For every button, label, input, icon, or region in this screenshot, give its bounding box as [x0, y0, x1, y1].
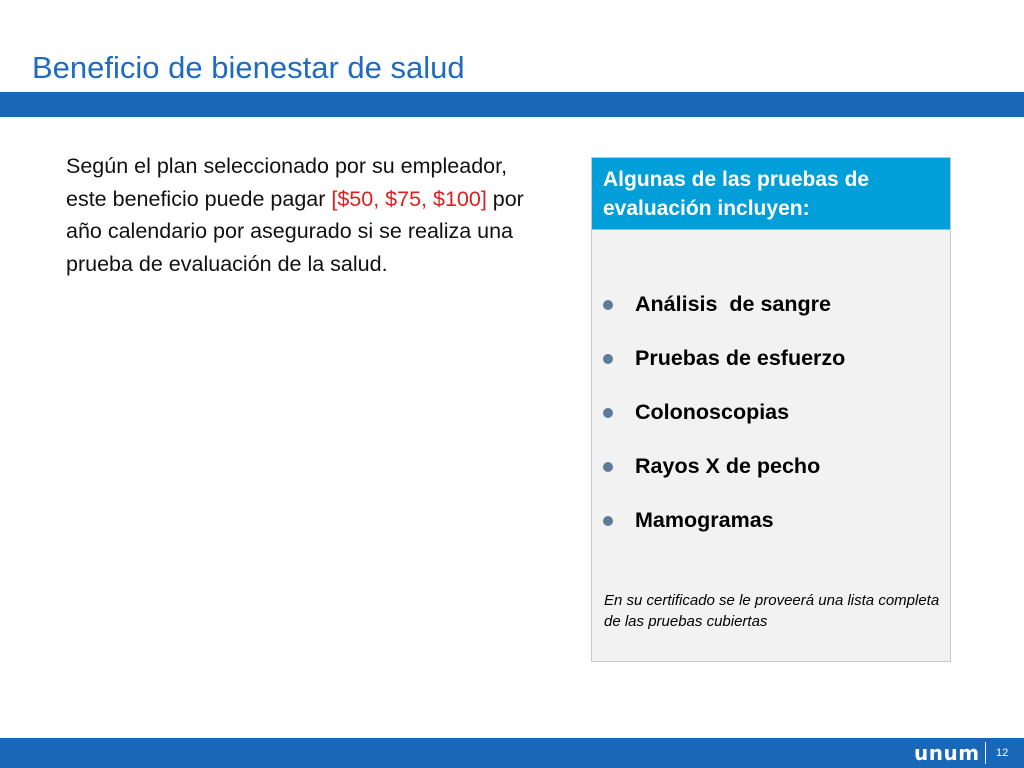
bullet-icon: [603, 354, 613, 364]
benefit-description: [66, 150, 536, 280]
unum-logo: [898, 738, 982, 768]
benefit-amount-options: [$50, $75, $100]: [331, 186, 487, 211]
certificate-note: En su certificado se le proveerá una lista completa de las pruebas cubiertas: [604, 592, 940, 630]
panel-header: [592, 158, 950, 230]
panel-header-text: Algunas de las pruebas de evaluación incluyen:: [603, 168, 870, 220]
bullet-icon: [603, 300, 613, 310]
list-item-label: Mamogramas: [635, 508, 774, 532]
screening-tests-list: [592, 289, 950, 559]
list-item: [592, 397, 950, 451]
footer-divider: [985, 742, 986, 764]
slide-title: Beneficio de bienestar de salud: [32, 50, 465, 85]
bullet-icon: [603, 408, 613, 418]
list-item: [592, 505, 950, 559]
benefit-description-start: Según el plan seleccionado por su empleador, este beneficio puede pagar: [66, 154, 508, 211]
footer-bar: [0, 738, 1024, 768]
list-item: [592, 289, 950, 343]
list-item-label: Rayos X de pecho: [635, 454, 821, 478]
screening-tests-panel: [591, 157, 951, 662]
page-number: 12: [996, 747, 1009, 759]
logo-text: unum: [914, 741, 980, 765]
list-item-label: Colonoscopias: [635, 400, 790, 424]
bullet-icon: [603, 516, 613, 526]
list-item: [592, 343, 950, 397]
title-divider-bar: [0, 92, 1024, 117]
bullet-icon: [603, 462, 613, 472]
benefit-description-end: por año calendario por asegurado si se realiza una prueba de evaluación de la salud.: [66, 186, 524, 276]
list-item-label: Análisis de sangre: [635, 292, 831, 316]
list-item: [592, 451, 950, 505]
list-item-label: Pruebas de esfuerzo: [635, 346, 846, 370]
